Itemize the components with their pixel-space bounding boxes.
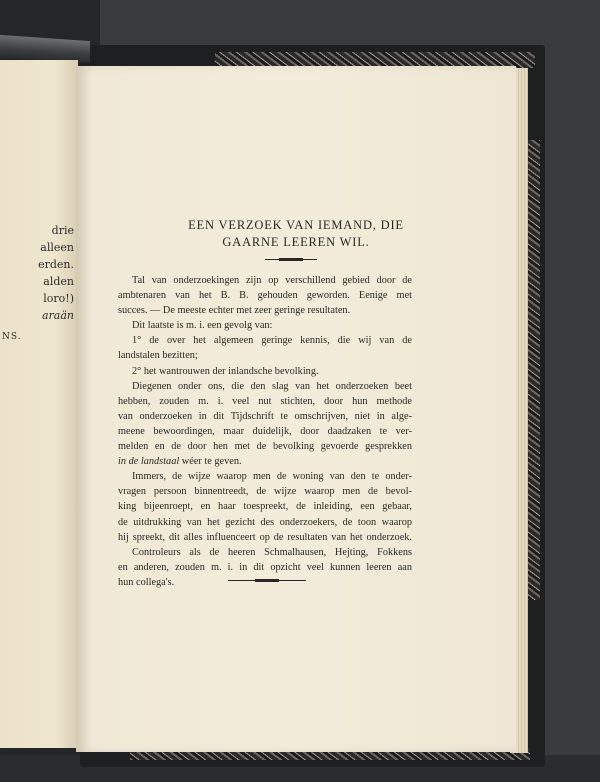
article-body: [118, 273, 412, 590]
left-line: alden: [43, 275, 74, 288]
text-line: Diegenen onder ons, die den slag van het onderzoeken beet: [132, 380, 412, 392]
left-line: erden.: [38, 258, 74, 271]
text-line: Controleurs als de heeren Schmalhausen, Hejting, Fokkens: [132, 546, 412, 558]
text-line: meene bewoordingen, maar duidelijk, door daadzaken te ver-: [118, 425, 412, 437]
text-line: hebben, zouden m. i. veel nut stichten, door hun methode: [118, 395, 412, 407]
title-rule: [265, 259, 317, 260]
left-line: araän: [41, 309, 74, 322]
text-line: hun collega's.: [118, 576, 175, 588]
text-line: Tal van onderzoekingen zijn op verschillend gebied door de: [132, 275, 412, 286]
left-line: loro!): [43, 292, 74, 305]
text-line: de uitdrukking van het gezicht des onderzoekers, de toon waarop: [118, 516, 412, 528]
text-line: van onderzoeken in dit Tijdschrift te omschrijven, niet in alge-: [118, 410, 412, 422]
left-page-footer: NS.: [2, 332, 22, 342]
text-line: 2° het wantrouwen der inlandsche bevolking.: [132, 365, 319, 377]
end-rule: [228, 580, 306, 581]
text-line: king bijeenroept, en haar toespreekt, de inleiding, een gebaar,: [118, 501, 412, 513]
text-line: en anderen, zouden m. i. in dit opzicht veel kunnen leeren aan: [118, 561, 412, 573]
text-fragment: wéer te geven.: [181, 456, 242, 468]
left-line: alleen: [40, 241, 74, 254]
text-line: hij spreekt, dit alles influenceert op de resultaten van het onderzoek.: [118, 531, 412, 543]
text-line: ambtenaren van het B. B. gehouden geworden. Eenige met: [118, 290, 412, 302]
text-line: vragen persoon binnentreedt, de wijze waarop men de bevol-: [118, 486, 412, 498]
title-line-2: GAARNE LEEREN WIL.: [222, 235, 370, 249]
title-line-1: EEN VERZOEK VAN IEMAND, DIE: [188, 218, 404, 232]
text-line: Dit laatste is m. i. een gevolg van:: [132, 320, 273, 332]
left-line: drie: [51, 224, 74, 237]
left-page-text: [0, 222, 74, 324]
text-line: succes. — De meeste echter met zeer geringe resultaten.: [118, 305, 351, 317]
text-line: Immers, de wijze waarop men de woning van den te onder-: [132, 471, 412, 483]
text-line: landstalen bezitten;: [118, 350, 198, 362]
text-line: 1° de over het algemeen geringe kennis, die wij van de: [132, 335, 412, 347]
marbled-edge-right: [526, 140, 540, 600]
article-title: [76, 217, 516, 251]
text-line: melden en de door hen met de bevolking gevoerde gesprekken: [118, 441, 412, 453]
text-line: [118, 454, 412, 469]
left-page: [0, 60, 78, 748]
italic-phrase: in de landstaal: [118, 456, 180, 468]
right-page: [76, 66, 516, 752]
